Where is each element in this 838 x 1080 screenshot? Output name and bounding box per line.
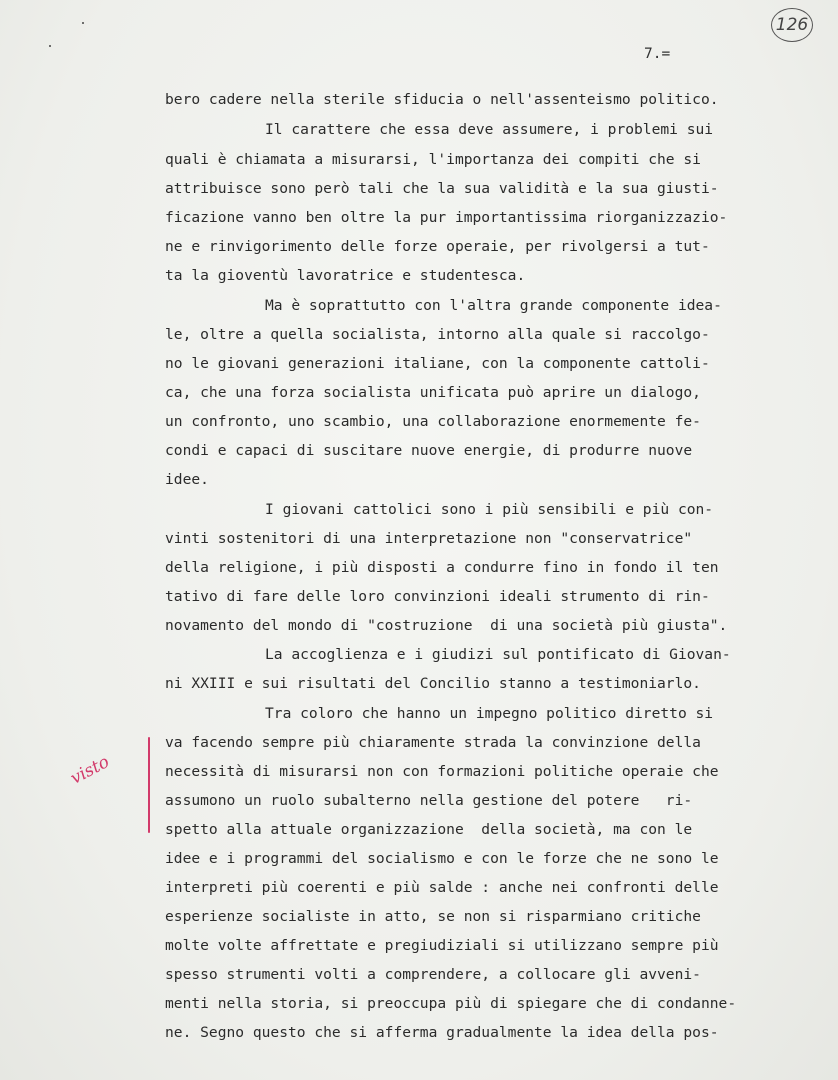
margin-mark-bar	[148, 737, 150, 833]
text-line: quali è chiamata a misurarsi, l'importanza dei compiti che si	[165, 151, 701, 168]
text-line: ficazione vanno ben oltre la pur importantissima riorganizzazio-	[165, 209, 728, 226]
archive-stamp: 126	[771, 8, 813, 42]
text-line: vinti sostenitori di una interpretazione non "conservatrice"	[165, 530, 693, 547]
text-line: ni XXIII e sui risultati del Concilio stanno a testimoniarlo.	[165, 675, 701, 692]
text-line: le, oltre a quella socialista, intorno alla quale si raccolgo-	[165, 326, 710, 343]
text-line: ne e rinvigorimento delle forze operaie, per rivolgersi a tut-	[165, 238, 710, 255]
text-line: tativo di fare delle loro convinzioni ideali strumento di rin-	[165, 588, 710, 605]
text-line: Tra coloro che hanno un impegno politico diretto si	[265, 705, 714, 722]
ink-speck	[49, 45, 51, 47]
text-line: spesso strumenti volti a comprendere, a collocare gli avveni-	[165, 966, 701, 983]
text-line: Il carattere che essa deve assumere, i problemi sui	[265, 121, 714, 138]
margin-handwritten-note: visto	[67, 751, 113, 789]
text-line: Ma è soprattutto con l'altra grande componente idea-	[265, 297, 722, 314]
text-line: ta la gioventù lavoratrice e studentesca.	[165, 267, 526, 284]
text-line: della religione, i più disposti a condurre fino in fondo il ten	[165, 559, 719, 576]
text-line: interpreti più coerenti e più salde : anche nei confronti delle	[165, 879, 719, 896]
text-line: necessità di misurarsi non con formazioni politiche operaie che	[165, 763, 719, 780]
text-line: I giovani cattolici sono i più sensibili e più con-	[265, 501, 714, 518]
text-line: bero cadere nella sterile sfiducia o nell'assenteismo politico.	[165, 91, 719, 108]
ink-speck	[82, 22, 84, 24]
page-number: 7.=	[644, 46, 671, 62]
text-line: idee.	[165, 471, 209, 488]
text-line: spetto alla attuale organizzazione della società, ma con le	[165, 821, 693, 838]
text-line: condi e capaci di suscitare nuove energie, di produrre nuove	[165, 442, 693, 459]
text-line: menti nella storia, si preoccupa più di spiegare che di condanne-	[165, 995, 737, 1012]
text-line: assumono un ruolo subalterno nella gestione del potere ri-	[165, 792, 693, 809]
text-line: attribuisce sono però tali che la sua validità e la sua giusti-	[165, 180, 719, 197]
text-line: no le giovani generazioni italiane, con la componente cattoli-	[165, 355, 710, 372]
text-line: un confronto, uno scambio, una collaborazione enormemente fe-	[165, 413, 701, 430]
text-line: ne. Segno questo che si afferma gradualmente la idea della pos-	[165, 1024, 719, 1041]
text-line: novamento del mondo di "costruzione di una società più giusta".	[165, 617, 728, 634]
text-line: esperienze socialiste in atto, se non si risparmiano critiche	[165, 908, 701, 925]
text-line: va facendo sempre più chiaramente strada la convinzione della	[165, 734, 701, 751]
text-line: molte volte affrettate e pregiudiziali si utilizzano sempre più	[165, 937, 719, 954]
text-line: La accoglienza e i giudizi sul pontificato di Giovan-	[265, 646, 731, 663]
text-line: ca, che una forza socialista unificata può aprire un dialogo,	[165, 384, 701, 401]
text-line: idee e i programmi del socialismo e con le forze che ne sono le	[165, 850, 719, 867]
